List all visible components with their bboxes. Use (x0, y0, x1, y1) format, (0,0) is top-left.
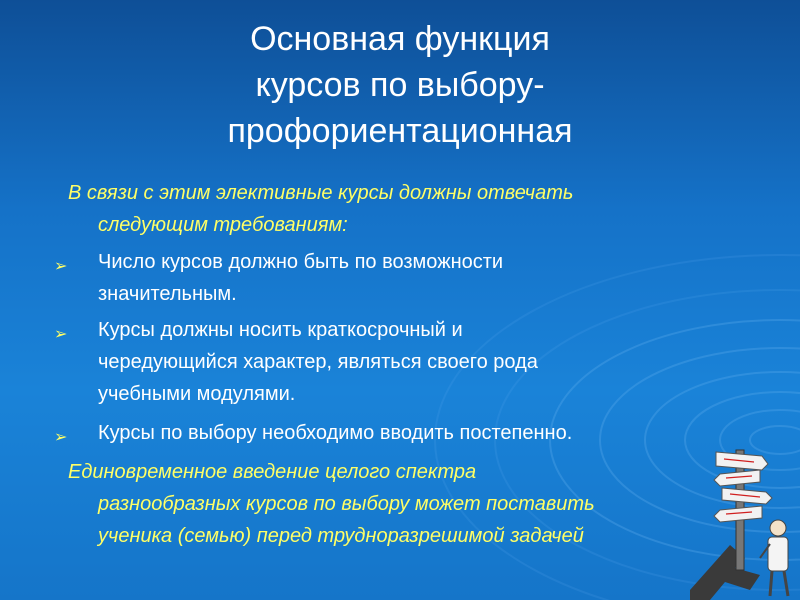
intro-line: следующим требованиям: (98, 214, 348, 236)
closing-line: Единовременное введение целого спектра (68, 461, 477, 483)
bullet-line: Число курсов должно быть по возможности (98, 251, 504, 273)
bullet-line: чередующийся характер, являться своего рода (98, 351, 538, 373)
closing-line: разнообразных курсов по выбору может поставить (98, 493, 595, 515)
signpost-person-illustration (690, 440, 800, 600)
intro-line: В связи с этим элективные курсы должны отвечать (68, 182, 574, 204)
arrowhead-bullet-icon: ➢ (54, 326, 68, 343)
bullet-line: Курсы по выбору необходимо вводить постепенно. (98, 422, 573, 444)
arrowhead-bullet-icon: ➢ (54, 429, 68, 446)
bullet-line: значительным. (98, 283, 237, 305)
bullet-line: Курсы должны носить краткосрочный и (98, 319, 463, 341)
closing-line: ученика (семью) перед трудноразрешимой задачей (98, 525, 584, 547)
bullet-line: учебными модулями. (98, 383, 296, 405)
slide-title: Основная функция курсов по выбору- профориентационная (227, 20, 573, 150)
arrowhead-bullet-icon: ➢ (54, 258, 68, 275)
